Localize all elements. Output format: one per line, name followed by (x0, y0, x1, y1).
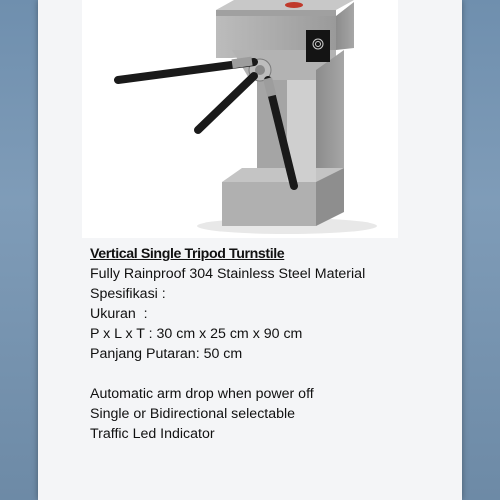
feature-item: Automatic arm drop when power off (90, 386, 314, 402)
tripod-arm-down (198, 76, 254, 130)
slide (38, 0, 462, 500)
spec-label: Spesifikasi : (90, 286, 166, 302)
feature-item: Traffic Led Indicator (90, 426, 215, 442)
product-description (90, 244, 450, 444)
size-label: Ukuran : (90, 306, 148, 322)
product-title: Vertical Single Tripod Turnstile (90, 246, 285, 262)
feature-item: Single or Bidirectional selectable (90, 406, 296, 422)
spacer (90, 364, 450, 384)
dimensions-line: P x L x T : 30 cm x 25 cm x 90 cm (90, 326, 303, 342)
rotation-line: Panjang Putaran: 50 cm (90, 346, 243, 362)
material-line: Fully Rainproof 304 Stainless Steel Material (90, 266, 366, 282)
turnstile-illustration (82, 0, 398, 238)
turnstile-photo (82, 0, 398, 238)
